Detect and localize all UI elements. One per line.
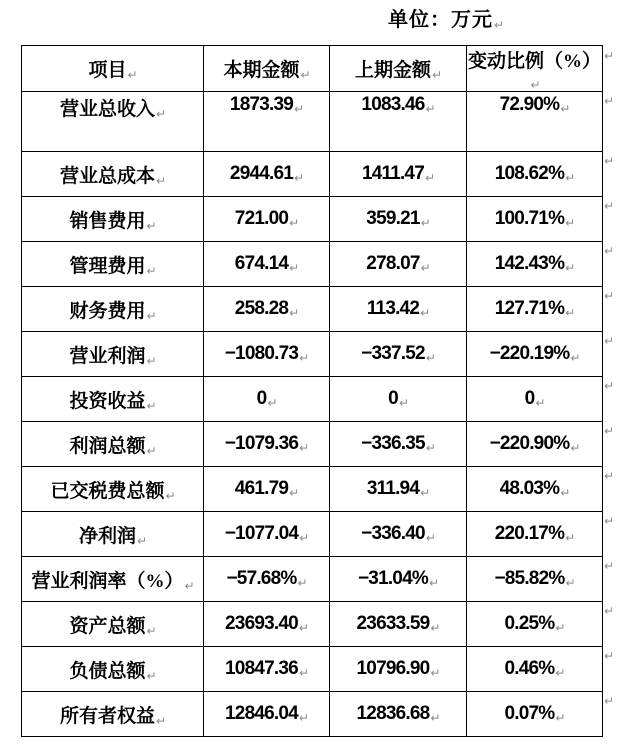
paragraph-mark-icon: ↵ xyxy=(294,171,305,185)
paragraph-mark-icon: ↵ xyxy=(494,18,505,32)
paragraph-mark-icon: ↵ xyxy=(555,666,566,680)
paragraph-mark-icon: ↵ xyxy=(420,486,431,500)
item-cell xyxy=(22,692,204,737)
change-ratio-cell xyxy=(467,602,603,647)
previous-amount-value: −31.04% xyxy=(358,568,428,589)
previous-amount-cell xyxy=(330,287,467,332)
paragraph-mark-icon: ↵ xyxy=(535,396,546,410)
previous-amount-value: 10796.90 xyxy=(356,658,430,679)
current-amount-cell xyxy=(204,152,330,197)
current-amount-cell xyxy=(204,92,330,152)
item-cell xyxy=(22,332,204,377)
item-cell xyxy=(22,647,204,692)
change-ratio-cell xyxy=(467,647,603,692)
paragraph-mark-icon: ↵ xyxy=(297,576,308,590)
previous-amount-cell xyxy=(330,242,467,287)
paragraph-mark-icon: ↵ xyxy=(555,621,566,635)
current-amount-cell xyxy=(204,692,330,737)
paragraph-mark-icon: ↵ xyxy=(146,353,157,368)
previous-amount-cell xyxy=(330,647,467,692)
header-cell-current-amount xyxy=(204,46,330,92)
header-label: 变动比例（%） xyxy=(467,51,601,72)
current-amount-value: 721.00 xyxy=(234,208,289,229)
paragraph-mark-icon: ↵ xyxy=(565,216,576,230)
row-end-mark-icon: ↵ xyxy=(604,334,615,348)
row-end-mark-icon: ↵ xyxy=(604,154,615,168)
item-cell xyxy=(22,152,204,197)
previous-amount-cell xyxy=(330,467,467,512)
paragraph-mark-icon: ↵ xyxy=(298,621,309,635)
paragraph-mark-icon: ↵ xyxy=(146,623,157,638)
paragraph-mark-icon: ↵ xyxy=(425,102,436,116)
item-label: 销售费用 xyxy=(69,210,146,232)
row-end-mark-icon: ↵ xyxy=(604,649,615,663)
paragraph-mark-icon: ↵ xyxy=(298,666,309,680)
change-ratio-value: 220.17% xyxy=(494,523,565,544)
change-ratio-cell xyxy=(467,332,603,377)
paragraph-mark-icon: ↵ xyxy=(428,576,439,590)
current-amount-value: −1079.36 xyxy=(224,433,299,454)
item-label: 资产总额 xyxy=(69,615,146,637)
previous-amount-cell xyxy=(330,92,467,152)
change-ratio-cell xyxy=(467,242,603,287)
paragraph-mark-icon: ↵ xyxy=(165,488,176,503)
item-label: 利润总额 xyxy=(69,435,146,457)
paragraph-mark-icon: ↵ xyxy=(294,102,305,116)
paragraph-mark-icon: ↵ xyxy=(424,171,436,185)
unit-label-text: 单位：万元 xyxy=(388,9,493,31)
previous-amount-value: −337.52 xyxy=(361,343,425,364)
row-end-mark-icon: ↵ xyxy=(604,244,615,258)
paragraph-mark-icon: ↵ xyxy=(565,306,576,320)
previous-amount-cell xyxy=(330,557,467,602)
item-label: 财务费用 xyxy=(69,300,146,322)
table-row xyxy=(22,557,603,602)
table-row xyxy=(22,92,603,152)
change-ratio-value: 142.43% xyxy=(494,253,565,274)
item-cell xyxy=(22,287,204,332)
paragraph-mark-icon: ↵ xyxy=(127,68,138,82)
previous-amount-value: 23633.59 xyxy=(356,613,430,634)
current-amount-cell xyxy=(204,647,330,692)
previous-amount-cell xyxy=(330,692,467,737)
previous-amount-cell xyxy=(330,512,467,557)
row-end-mark-icon: ↵ xyxy=(604,514,615,528)
paragraph-mark-icon: ↵ xyxy=(565,171,576,185)
previous-amount-value: 113.42 xyxy=(366,298,420,319)
row-end-mark-icon: ↵ xyxy=(604,94,615,108)
paragraph-mark-icon: ↵ xyxy=(289,306,300,320)
previous-amount-cell xyxy=(330,332,467,377)
paragraph-mark-icon: ↵ xyxy=(289,486,300,500)
row-end-mark-icon: ↵ xyxy=(604,49,615,63)
paragraph-mark-icon: ↵ xyxy=(398,396,409,410)
table-row xyxy=(22,602,603,647)
row-end-mark-icon: ↵ xyxy=(604,694,615,708)
row-end-mark-icon: ↵ xyxy=(604,469,615,483)
table-row xyxy=(22,467,603,512)
change-ratio-value: 100.71% xyxy=(494,208,565,229)
previous-amount-value: −336.35 xyxy=(361,433,425,454)
current-amount-value: 23693.40 xyxy=(225,613,298,634)
current-amount-cell xyxy=(204,467,330,512)
change-ratio-cell xyxy=(467,422,603,467)
row-end-mark-icon: ↵ xyxy=(604,199,615,213)
item-label: 投资收益 xyxy=(69,390,146,412)
paragraph-mark-icon: ↵ xyxy=(560,486,571,500)
change-ratio-value: 0.07% xyxy=(504,703,555,724)
row-end-mark-icon: ↵ xyxy=(604,604,615,618)
table-row xyxy=(22,692,603,737)
paragraph-mark-icon: ↵ xyxy=(299,531,310,545)
change-ratio-cell xyxy=(467,377,603,422)
current-amount-value: −1080.73 xyxy=(224,343,299,364)
paragraph-mark-icon: ↵ xyxy=(155,107,167,121)
header-cell-item xyxy=(22,46,204,92)
paragraph-mark-icon: ↵ xyxy=(430,711,441,725)
table-row xyxy=(22,512,603,557)
header-row xyxy=(22,46,603,92)
paragraph-mark-icon: ↵ xyxy=(431,68,443,82)
current-amount-value: 1873.39 xyxy=(229,94,294,115)
paragraph-mark-icon: ↵ xyxy=(560,102,571,116)
item-label: 营业总成本 xyxy=(59,165,155,187)
row-end-mark-icon: ↵ xyxy=(604,289,615,303)
item-label: 营业利润率（%） xyxy=(31,570,184,592)
table-row xyxy=(22,152,603,197)
previous-amount-value: 0 xyxy=(388,388,398,409)
change-ratio-cell xyxy=(467,512,603,557)
table-body xyxy=(22,92,603,737)
paragraph-mark-icon: ↵ xyxy=(298,711,309,725)
item-cell xyxy=(22,557,204,602)
paragraph-mark-icon: ↵ xyxy=(155,173,167,188)
item-cell xyxy=(22,377,204,422)
paragraph-mark-icon: ↵ xyxy=(570,441,581,455)
item-cell xyxy=(22,512,204,557)
item-label: 已交税费总额 xyxy=(50,480,165,502)
previous-amount-value: 311.94 xyxy=(366,478,420,499)
paragraph-mark-icon: ↵ xyxy=(146,668,157,683)
current-amount-cell xyxy=(204,332,330,377)
current-amount-cell xyxy=(204,422,330,467)
item-cell xyxy=(22,92,204,152)
previous-amount-cell xyxy=(330,422,467,467)
paragraph-mark-icon: ↵ xyxy=(299,351,310,365)
previous-amount-cell xyxy=(330,602,467,647)
current-amount-cell xyxy=(204,512,330,557)
paragraph-mark-icon: ↵ xyxy=(430,621,441,635)
paragraph-mark-icon: ↵ xyxy=(420,261,431,275)
item-label: 营业利润 xyxy=(69,345,146,367)
change-ratio-value: 108.62% xyxy=(494,163,565,184)
change-ratio-cell xyxy=(467,197,603,242)
item-label: 所有者权益 xyxy=(59,705,155,727)
table-header xyxy=(22,46,603,92)
paragraph-mark-icon: ↵ xyxy=(155,713,167,728)
item-label: 净利润 xyxy=(78,525,136,547)
previous-amount-value: 1411.47 xyxy=(361,163,424,184)
item-cell xyxy=(22,197,204,242)
change-ratio-value: 0 xyxy=(524,388,535,409)
header-cell-previous-amount xyxy=(330,46,467,92)
change-ratio-value: 48.03% xyxy=(499,478,560,499)
header-label: 项目 xyxy=(88,60,127,81)
paragraph-mark-icon: ↵ xyxy=(299,441,310,455)
change-ratio-value: 0.46% xyxy=(504,658,555,679)
paragraph-mark-icon: ↵ xyxy=(300,68,311,82)
table-row xyxy=(22,332,603,377)
item-cell xyxy=(22,422,204,467)
change-ratio-value: −85.82% xyxy=(494,568,565,589)
row-end-mark-icon: ↵ xyxy=(604,379,615,393)
previous-amount-cell xyxy=(330,377,467,422)
paragraph-mark-icon: ↵ xyxy=(420,306,431,320)
previous-amount-cell xyxy=(330,152,467,197)
current-amount-value: −1077.04 xyxy=(224,523,299,544)
paragraph-mark-icon: ↵ xyxy=(530,78,541,92)
change-ratio-value: −220.90% xyxy=(489,433,570,454)
item-label: 营业总收入 xyxy=(59,99,155,120)
financial-table xyxy=(21,45,603,737)
table-row xyxy=(22,287,603,332)
paragraph-mark-icon: ↵ xyxy=(565,531,576,545)
paragraph-mark-icon: ↵ xyxy=(146,398,157,413)
change-ratio-cell xyxy=(467,467,603,512)
paragraph-mark-icon: ↵ xyxy=(565,576,576,590)
item-cell xyxy=(22,242,204,287)
table-row xyxy=(22,242,603,287)
current-amount-value: 2944.61 xyxy=(229,163,294,184)
paragraph-mark-icon: ↵ xyxy=(565,261,576,275)
change-ratio-cell xyxy=(467,152,603,197)
change-ratio-value: −220.19% xyxy=(489,343,570,364)
item-cell xyxy=(22,602,204,647)
current-amount-cell xyxy=(204,602,330,647)
table-row xyxy=(22,422,603,467)
paragraph-mark-icon: ↵ xyxy=(570,351,581,365)
current-amount-value: 12846.04 xyxy=(225,703,298,724)
current-amount-cell xyxy=(204,377,330,422)
header-label: 本期金额 xyxy=(223,60,300,81)
current-amount-cell xyxy=(204,287,330,332)
change-ratio-value: 127.71% xyxy=(494,298,565,319)
paragraph-mark-icon: ↵ xyxy=(420,216,431,230)
current-amount-value: 258.28 xyxy=(234,298,289,319)
current-amount-value: 0 xyxy=(256,388,267,409)
paragraph-mark-icon: ↵ xyxy=(146,218,157,233)
current-amount-value: 461.79 xyxy=(234,478,289,499)
previous-amount-cell xyxy=(330,197,467,242)
current-amount-cell xyxy=(204,197,330,242)
item-cell xyxy=(22,467,204,512)
table-row xyxy=(22,197,603,242)
paragraph-mark-icon: ↵ xyxy=(425,441,436,455)
row-end-mark-icon: ↵ xyxy=(604,424,615,438)
current-amount-cell xyxy=(204,557,330,602)
table-row xyxy=(22,377,603,422)
table-row xyxy=(22,647,603,692)
paragraph-mark-icon: ↵ xyxy=(146,263,157,278)
previous-amount-value: 359.21 xyxy=(366,208,420,229)
current-amount-value: 10847.36 xyxy=(225,658,298,679)
paragraph-mark-icon: ↵ xyxy=(184,578,195,593)
paragraph-mark-icon: ↵ xyxy=(425,531,436,545)
current-amount-value: 674.14 xyxy=(234,253,289,274)
previous-amount-value: −336.40 xyxy=(361,523,425,544)
paragraph-mark-icon: ↵ xyxy=(146,443,157,458)
current-amount-value: −57.68% xyxy=(226,568,297,589)
paragraph-mark-icon: ↵ xyxy=(289,261,300,275)
paragraph-mark-icon: ↵ xyxy=(289,216,300,230)
paragraph-mark-icon: ↵ xyxy=(555,711,566,725)
change-ratio-value: 0.25% xyxy=(504,613,555,634)
previous-amount-value: 1083.46 xyxy=(361,94,425,115)
paragraph-mark-icon: ↵ xyxy=(146,308,157,323)
previous-amount-value: 12836.68 xyxy=(356,703,430,724)
header-label: 上期金额 xyxy=(354,60,431,81)
item-label: 负债总额 xyxy=(69,660,146,682)
change-ratio-cell xyxy=(467,92,603,152)
change-ratio-cell xyxy=(467,557,603,602)
previous-amount-value: 278.07 xyxy=(366,253,420,274)
paragraph-mark-icon: ↵ xyxy=(425,351,436,365)
row-end-mark-icon: ↵ xyxy=(604,559,615,573)
header-cell-change-ratio xyxy=(467,46,603,92)
paragraph-mark-icon: ↵ xyxy=(136,533,148,548)
paragraph-mark-icon: ↵ xyxy=(430,666,441,680)
item-label: 管理费用 xyxy=(69,255,146,277)
change-ratio-value: 72.90% xyxy=(499,94,560,115)
unit-label xyxy=(388,3,503,32)
current-amount-cell xyxy=(204,242,330,287)
change-ratio-cell xyxy=(467,692,603,737)
paragraph-mark-icon: ↵ xyxy=(267,396,278,410)
change-ratio-cell xyxy=(467,287,603,332)
